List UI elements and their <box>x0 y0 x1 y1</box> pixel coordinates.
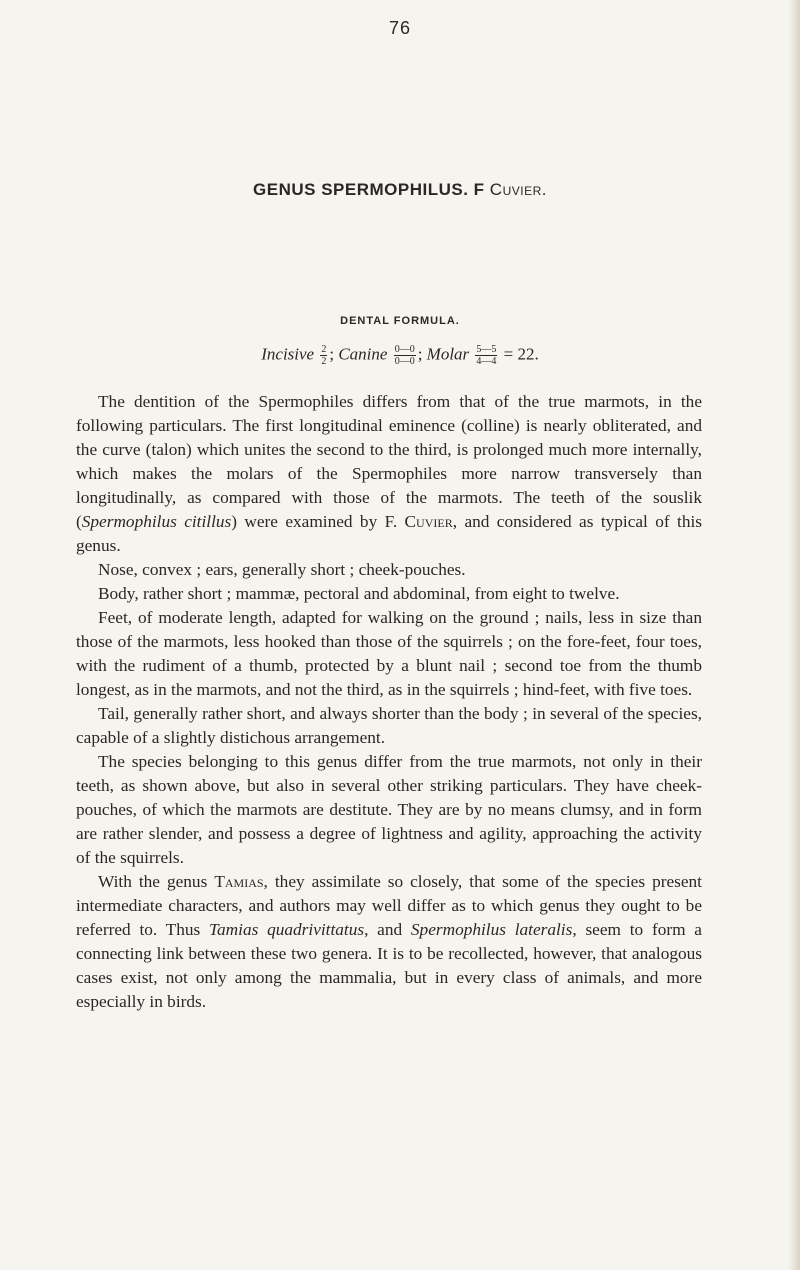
molar-denominator: 4—4 <box>476 356 497 367</box>
species-name: Spermophilus citillus <box>81 512 232 531</box>
incisive-numerator: 2 <box>321 344 327 355</box>
canine-fraction <box>394 344 416 367</box>
species-name: Tamias quadrivittatus <box>209 920 365 939</box>
paragraph-text: , they assimilate so closely, that some of the species present intermediate characters, and authors may well differ as to which genus they ought to be referred to. Thus <box>76 872 702 939</box>
paragraph-feet: Feet, of moderate length, adapted for walking on the ground ; nails, less in size than those of the marmots, less hooked than those of the squirrels ; on the fore-feet, four toes, with the rudiment of a thumb, protected by a blunt nail ; second toe from the thumb longest, as in the marmots, and not the third, as in the squirrels ; hind-feet, with five toes. <box>76 608 702 699</box>
paragraph-text: , seem to form a connecting link between these two genera. It is to be recollected, however, that analogous cases exist, not only among the mammalia, but in every class of animals, and more especially in birds. <box>76 920 702 1011</box>
molar-fraction <box>475 344 497 367</box>
species-name: Spermophilus lateralis <box>410 920 573 939</box>
paragraph-tamias <box>76 870 702 1014</box>
formula-total: = 22. <box>503 344 539 364</box>
author-name: Cuvier. <box>489 180 547 199</box>
paragraph-text: The dentition of the Spermophiles differs from that of the true marmots, in the following particulars. The first longitudinal eminence (colline) is nearly obliterated, and the curve (talon) which unites the second to the third, is prolonged much more internally, which makes the molars of the Spermophiles more narrow transversely than longitudinally, as compared with those of the marmots. The teeth of the souslik ( <box>76 392 702 531</box>
paragraph-text: , and considered as typical of this genus. <box>76 512 702 555</box>
dental-formula: Incisive $\frac{2}{2}$ ; Canine $\frac{0—0}{0—0}$ ; Molar $\frac{5—5}{4—4}$ = 22. <box>261 344 539 367</box>
dental-formula-title: DENTAL FORMULA. <box>340 315 460 327</box>
canine-label: Canine <box>338 344 388 364</box>
genus-reference: Tamias <box>214 872 264 891</box>
paragraph-text: ) were examined by F. <box>231 512 405 531</box>
body-text <box>76 390 702 1014</box>
incisive-denominator: 2 <box>321 356 327 367</box>
paragraph-body: Body, rather short ; mammæ, pectoral and abdominal, from eight to twelve. <box>98 584 620 603</box>
page-number: 76 <box>388 18 412 38</box>
incisive-label: Incisive <box>261 344 315 364</box>
genus-heading <box>0 180 800 200</box>
paragraph-text: , and <box>364 920 411 939</box>
author-initial: F <box>473 180 485 199</box>
paragraph-text: With the genus <box>98 872 215 891</box>
author-name: Cuvier <box>404 512 453 531</box>
canine-numerator: 0—0 <box>394 344 415 355</box>
canine-denominator: 0—0 <box>394 356 415 367</box>
paragraph-species: The species belonging to this genus differ from the true marmots, not only in their teeth, as shown above, but also in several other striking particulars. They have cheek-pouches, of which the marmots are destitute. They are by no means clumsy, and in form are rather slender, and possess a degree of lightness and agility, approaching the activity of the squirrels. <box>76 752 702 867</box>
paragraph-tail: Tail, generally rather short, and always shorter than the body ; in several of the species, capable of a slightly distichous arrangement. <box>76 704 702 747</box>
molar-numerator: 5—5 <box>476 344 497 355</box>
molar-label: Molar <box>426 344 470 364</box>
paragraph-dentition <box>76 390 702 558</box>
paragraph-nose: Nose, convex ; ears, generally short ; cheek-pouches. <box>98 560 466 579</box>
genus-name: GENUS SPERMOPHILUS. <box>253 180 469 199</box>
incisive-fraction <box>320 344 327 367</box>
